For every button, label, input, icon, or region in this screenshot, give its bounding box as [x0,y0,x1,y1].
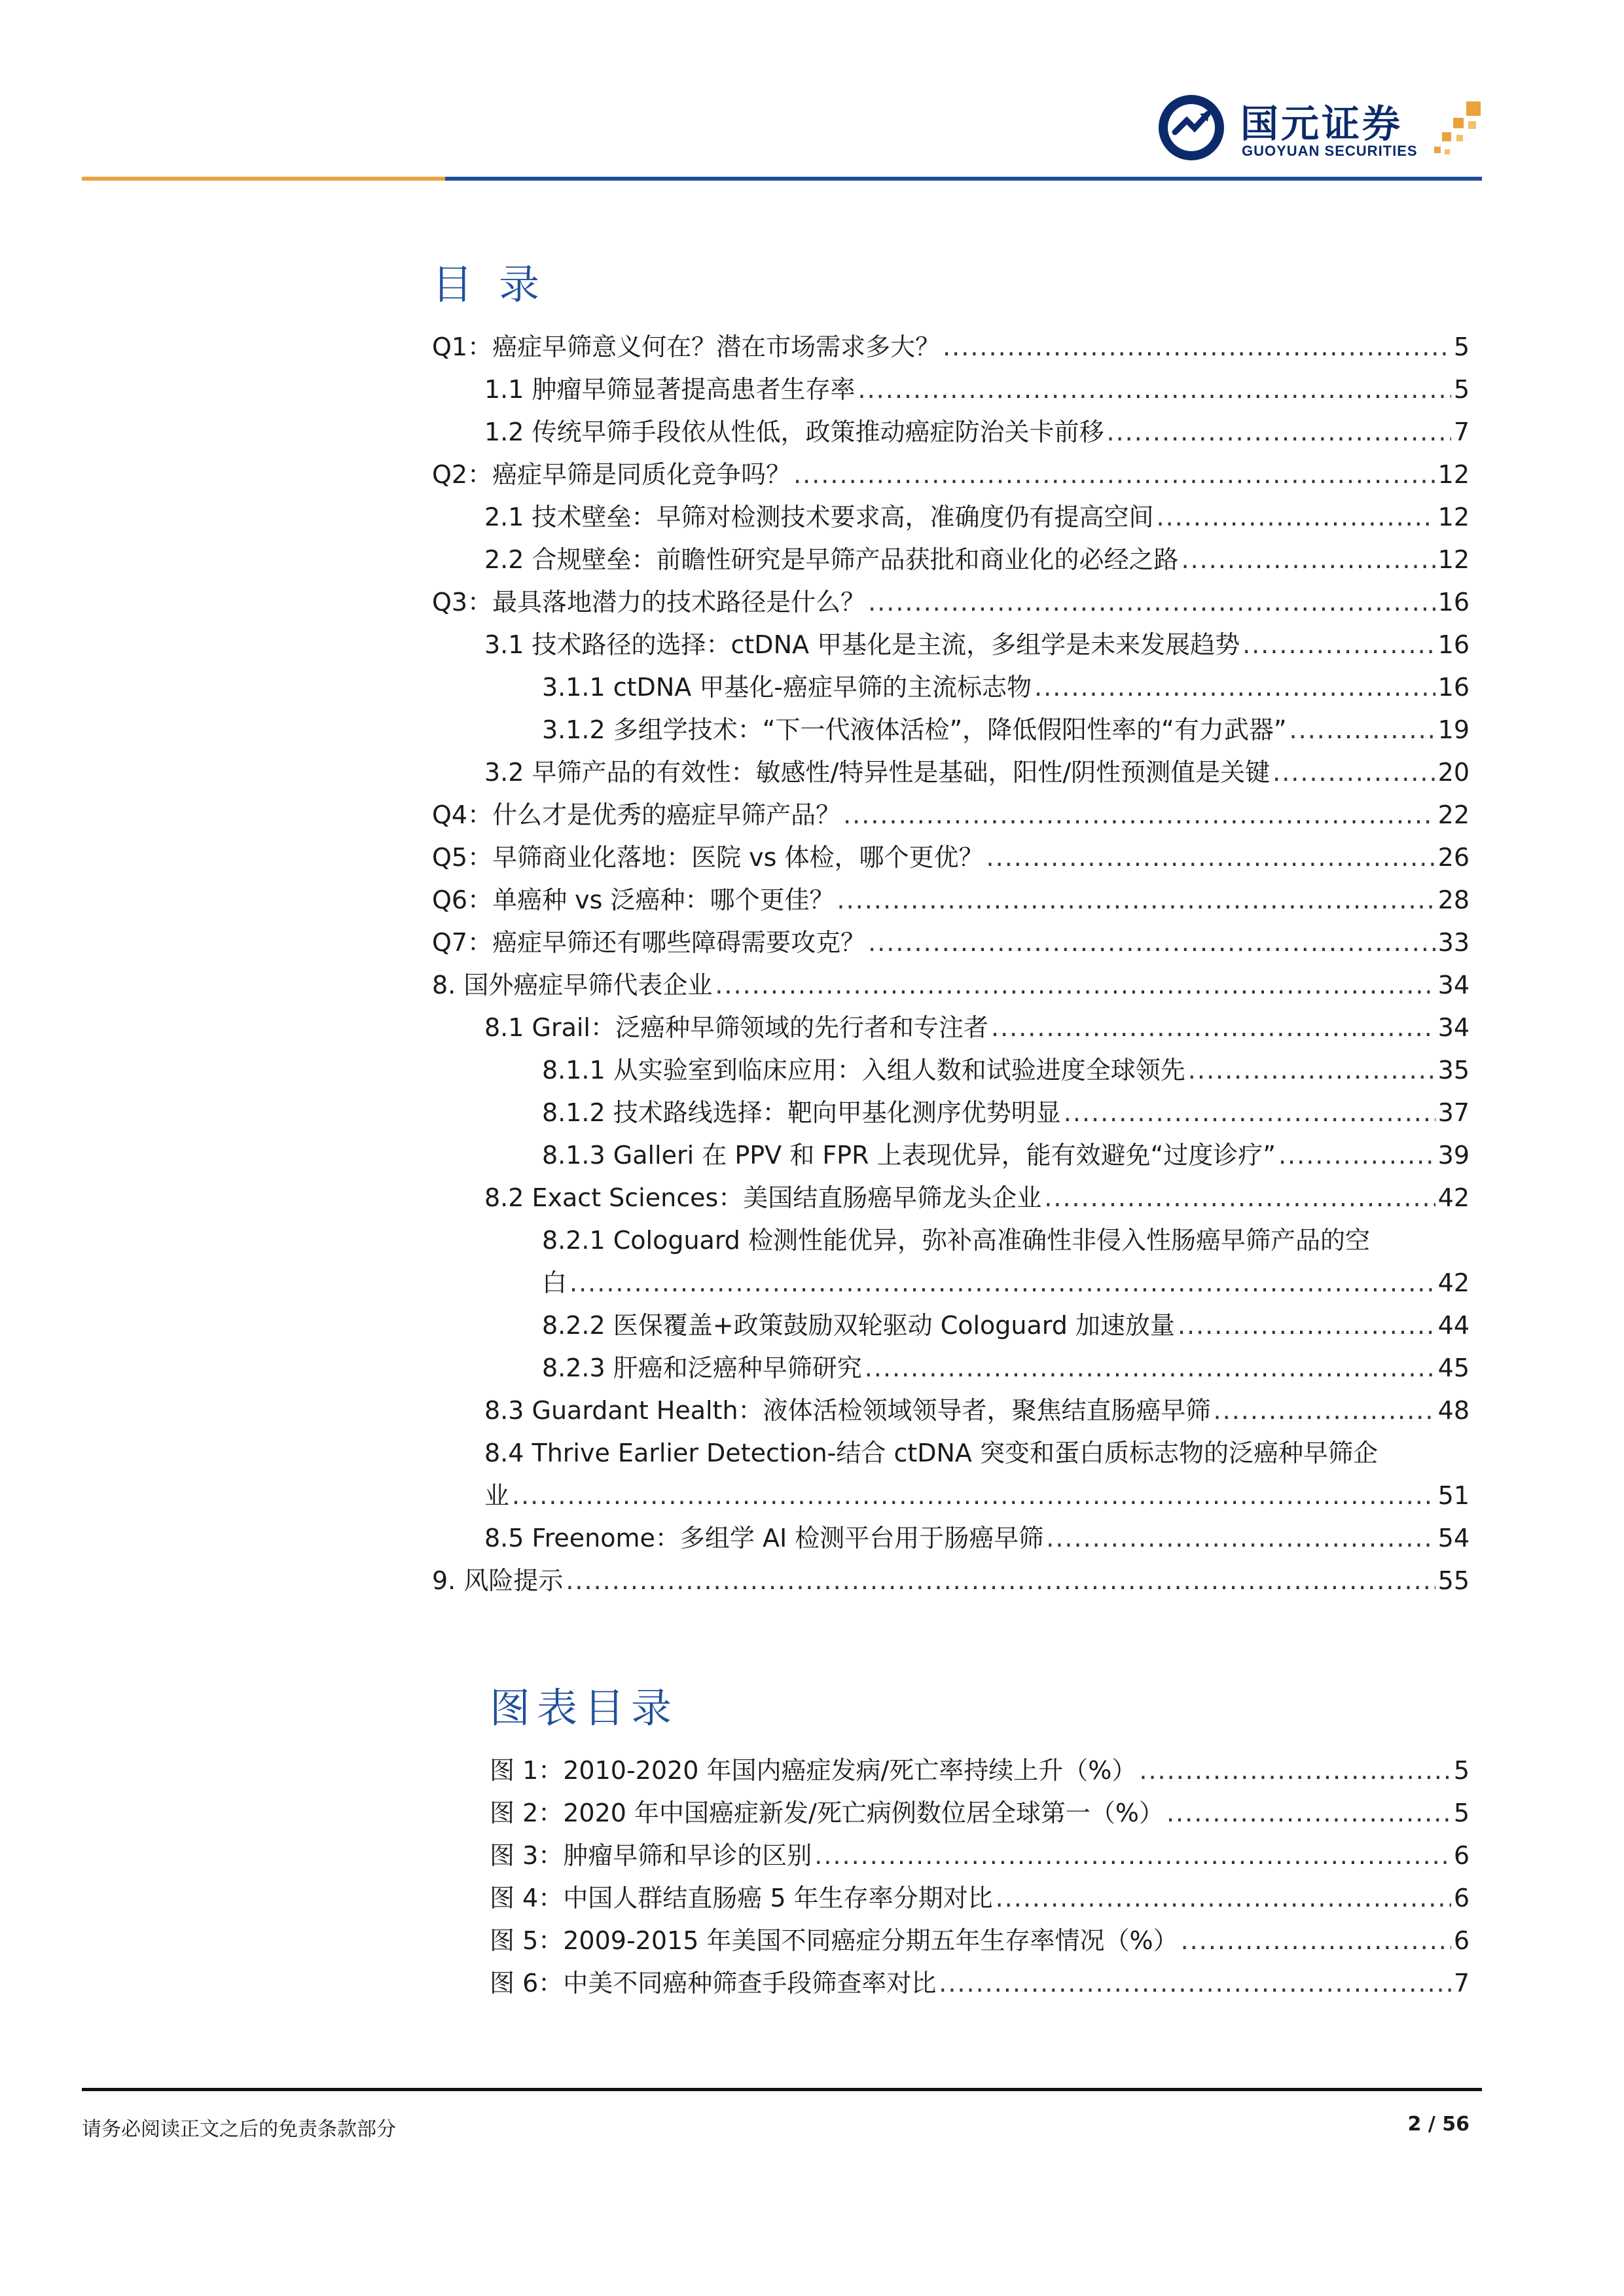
toc-entry-label: Q1：癌症早筛意义何在？潜在市场需求多大？ [432,332,941,361]
toc-entry-continuation: 业 [484,1481,510,1510]
dot-leader [814,1839,1451,1872]
figure-entry-page: 6 [1453,1884,1470,1912]
dot-leader [865,1352,1435,1384]
dot-leader [986,841,1435,874]
dot-leader [1214,1394,1435,1427]
dot-leader [939,1967,1451,2000]
toc-entry-label: 8.3 Guardant Health：液体活检领域领导者，聚焦结直肠癌早筛 [484,1396,1211,1425]
toc-entry[interactable] [484,1469,1470,1512]
dot-leader [843,798,1435,831]
toc-entry-page: 26 [1437,843,1470,872]
toc-entry[interactable] [542,1299,1470,1342]
toc-entry-page: 28 [1437,886,1470,914]
dot-leader [858,373,1451,406]
figure-entry-page: 5 [1453,1756,1470,1785]
toc-entry-label: 8.1.3 Galleri 在 PPV 和 FPR 上表现优异，能有效避免“过度诊疗” [542,1141,1276,1170]
toc-entry[interactable] [484,1512,1470,1554]
toc-entry-label: 3.1.2 多组学技术：“下一代液体活检”，降低假阳性率的“有力武器” [542,715,1287,744]
figure-entry[interactable] [490,1829,1470,1872]
figure-entry-page: 6 [1453,1926,1470,1955]
toc-entry-page: 5 [1453,375,1470,404]
toc-entry[interactable] [542,661,1470,704]
toc-entry-page: 35 [1437,1056,1470,1085]
dot-leader [1278,1139,1435,1172]
figure-entry-label: 图 2：2020 年中国癌症新发/死亡病例数位居全球第一（%） [490,1799,1164,1827]
guoyuan-logo-icon [1155,92,1227,164]
toc-entry[interactable] [484,406,1470,448]
toc-entry[interactable] [542,1342,1470,1384]
toc-entry-label: 8.1 Grail：泛癌种早筛领域的先行者和专注者 [484,1013,988,1042]
toc-entry-page: 12 [1437,460,1470,489]
toc-entry[interactable] [432,789,1470,831]
dot-leader [1178,1309,1435,1342]
dot-leader [1242,628,1435,661]
brand-name-en: GUOYUAN SECURITIES [1242,143,1418,159]
dot-leader [1046,1522,1435,1554]
toc-entry[interactable] [542,1044,1470,1086]
figure-entry-label: 图 1：2010-2020 年国内癌症发病/死亡率持续上升（%） [490,1756,1137,1785]
toc-entry-page: 54 [1437,1524,1470,1552]
dot-leader [1107,416,1451,448]
toc-entry-label: 3.1 技术路径的选择：ctDNA 甲基化是主流，多组学是未来发展趋势 [484,630,1240,659]
dot-leader [1272,756,1435,789]
toc-entry-label: Q5：早筛商业化落地：医院 vs 体检，哪个更优？ [432,843,984,872]
dot-leader [996,1882,1451,1914]
dot-leader [868,586,1435,619]
toc-entry[interactable] [484,533,1470,576]
toc-entry[interactable] [484,1172,1470,1214]
toc-entry[interactable] [542,704,1470,746]
dot-leader [715,969,1435,1001]
toc-entry-label: 2.1 技术壁垒：早筛对检测技术要求高，准确度仍有提高空间 [484,503,1154,531]
toc-entry-label: Q2：癌症早筛是同质化竞争吗？ [432,460,791,489]
dot-leader [991,1011,1435,1044]
toc-entry-label: 8.2.2 医保覆盖+政策鼓励双轮驱动 Cologuard 加速放量 [542,1311,1175,1340]
toc-entry-page: 44 [1437,1311,1470,1340]
toc-entry-label: 3.1.1 ctDNA 甲基化-癌症早筛的主流标志物 [542,673,1032,702]
toc-entry[interactable] [432,874,1470,916]
figure-entry[interactable] [490,1744,1470,1787]
toc-entry-label[interactable]: 8.2.1 Cologuard 检测性能优异，弥补高准确性非侵入性肠癌早筛产品的空 [542,1226,1371,1255]
footer-disclaimer: 请务必阅读正文之后的免责条款部分 [82,2118,396,2141]
toc-entry[interactable] [432,1554,1470,1597]
figure-entry[interactable] [490,1914,1470,1957]
toc-entry-page: 51 [1437,1481,1470,1510]
dot-leader [793,458,1435,491]
dot-leader [1139,1754,1451,1787]
footer-rule [82,2088,1482,2091]
figure-entry-page: 5 [1453,1799,1470,1827]
toc-entry-label: 9. 风险提示 [432,1566,564,1595]
dot-leader [943,331,1451,363]
toc-entry-continuation: 白 [542,1268,568,1297]
toc-entry[interactable] [484,746,1470,789]
toc-entry[interactable] [432,448,1470,491]
toc-entry-page: 45 [1437,1354,1470,1382]
gold-squares-icon [1430,92,1486,164]
dot-leader [837,884,1435,916]
toc-entry[interactable] [432,576,1470,619]
dot-leader [868,926,1435,959]
toc-entry-page: 12 [1437,545,1470,574]
toc-entry[interactable] [484,1001,1470,1044]
toc-entry-page: 42 [1437,1268,1470,1297]
toc-entry-page: 12 [1437,503,1470,531]
toc-entry-page: 5 [1453,332,1470,361]
toc-entry[interactable] [432,831,1470,874]
toc-entry-label: 8.2.3 肝癌和泛癌种早筛研究 [542,1354,862,1382]
figure-entry-page: 6 [1453,1841,1470,1870]
header-rule-blue [445,177,1482,181]
figure-entry-label: 图 3：肿瘤早筛和早诊的区别 [490,1841,812,1870]
dot-leader [1181,1924,1451,1957]
dot-leader [512,1479,1435,1512]
toc-entry-page: 16 [1437,588,1470,617]
brand-logo [1155,92,1486,164]
toc-entry-page: 55 [1437,1566,1470,1595]
toc-entry-page: 34 [1437,1013,1470,1042]
toc-entry-page: 7 [1453,418,1470,446]
dot-leader [1290,713,1435,746]
toc-entry[interactable] [432,916,1470,959]
toc-entry-page: 19 [1437,715,1470,744]
toc-entry-label: 8.5 Freenome：多组学 AI 检测平台用于肠癌早筛 [484,1524,1044,1552]
toc-entry[interactable] [542,1086,1470,1129]
toc-entry-label: 1.1 肿瘤早筛显著提高患者生存率 [484,375,856,404]
toc-title: 目录 [432,260,566,308]
toc-entry[interactable] [484,1384,1470,1427]
figure-entry[interactable] [490,1872,1470,1914]
figure-list-title: 图表目录 [490,1684,679,1732]
toc-entry-label: 2.2 合规壁垒：前瞻性研究是早筛产品获批和商业化的必经之路 [484,545,1179,574]
dot-leader [1044,1181,1435,1214]
toc-entry[interactable] [432,959,1470,1001]
dot-leader [1157,501,1435,533]
figure-entry-page: 7 [1453,1969,1470,1998]
toc-entry-label: Q6：单癌种 vs 泛癌种：哪个更佳？ [432,886,835,914]
figure-entry[interactable] [490,1787,1470,1829]
toc-entry-label: 8. 国外癌症早筛代表企业 [432,971,713,999]
figure-entry-label: 图 6：中美不同癌种筛查手段筛查率对比 [490,1969,937,1998]
toc-entry[interactable] [542,1257,1470,1299]
toc-entry-label: 8.1.2 技术路线选择：靶向甲基化测序优势明显 [542,1098,1061,1127]
toc-entry-page: 22 [1437,800,1470,829]
dot-leader [1188,1054,1435,1086]
page-indicator: 2 / 56 [1407,2113,1470,2136]
toc-entry-page: 33 [1437,928,1470,957]
toc-entry[interactable] [542,1129,1470,1172]
toc-entry-label: 8.1.1 从实验室到临床应用：入组人数和试验进度全球领先 [542,1056,1185,1085]
dot-leader [1034,671,1435,704]
toc-entry-page: 39 [1437,1141,1470,1170]
figure-entry[interactable] [490,1957,1470,2000]
toc-entry-label[interactable]: 8.4 Thrive Earlier Detection-结合 ctDNA 突变和蛋白质标志物的泛癌种早筛企 [484,1439,1378,1467]
toc-entry-page: 16 [1437,673,1470,702]
toc-entry-label: Q3：最具落地潜力的技术路径是什么？ [432,588,866,617]
dot-leader [1064,1096,1435,1129]
figure-entry-label: 图 4：中国人群结直肠癌 5 年生存率分期对比 [490,1884,993,1912]
toc-entry-page: 34 [1437,971,1470,999]
toc-entry-page: 20 [1437,758,1470,787]
toc-entry-label: Q7：癌症早筛还有哪些障碍需要攻克？ [432,928,866,957]
dot-leader [1182,543,1435,576]
toc-entry[interactable] [484,619,1470,661]
toc-entry-page: 37 [1437,1098,1470,1127]
toc-entry-label: 8.2 Exact Sciences：美国结直肠癌早筛龙头企业 [484,1183,1042,1212]
dot-leader [1166,1797,1451,1829]
toc-entry-page: 42 [1437,1183,1470,1212]
header-rule-gold [82,177,445,181]
toc-entry-label: 1.2 传统早筛手段依从性低，政策推动癌症防治关卡前移 [484,418,1104,446]
brand-name-cn: 国元证券 [1240,101,1403,146]
figure-entry-label: 图 5：2009-2015 年美国不同癌症分期五年生存率情况（%） [490,1926,1178,1955]
toc-entry-page: 48 [1437,1396,1470,1425]
toc-entry-label: 3.2 早筛产品的有效性：敏感性/特异性是基础，阳性/阴性预测值是关键 [484,758,1271,787]
toc-entry[interactable] [484,491,1470,533]
toc-entry[interactable] [432,321,1470,363]
toc-entry-page: 16 [1437,630,1470,659]
toc-entry-label: Q4：什么才是优秀的癌症早筛产品？ [432,800,841,829]
dot-leader [566,1564,1435,1597]
dot-leader [569,1266,1435,1299]
toc-entry[interactable] [484,363,1470,406]
